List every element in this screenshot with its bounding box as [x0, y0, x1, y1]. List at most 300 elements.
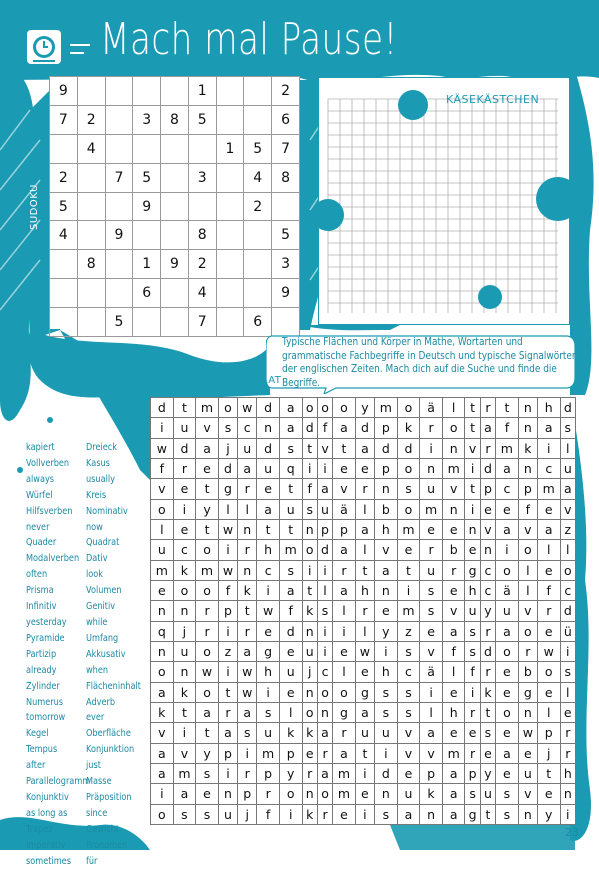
wordsearch-cell[interactable]: r [196, 601, 219, 621]
wordsearch-cell[interactable]: d [218, 458, 237, 478]
wordsearch-cell[interactable]: l [518, 580, 537, 600]
wordsearch-cell[interactable]: k [238, 580, 257, 600]
wordsearch-cell[interactable]: u [302, 641, 317, 661]
wordsearch-cell[interactable]: e [302, 743, 317, 763]
wordsearch-cell[interactable]: i [257, 580, 280, 600]
wordsearch-cell[interactable]: i [218, 662, 237, 682]
wordsearch-cell[interactable]: e [442, 682, 465, 702]
wordsearch-cell[interactable]: n [518, 398, 537, 418]
wordsearch-cell[interactable]: u [173, 641, 196, 661]
wordsearch-cell[interactable]: g [218, 479, 237, 499]
wordsearch-cell[interactable]: r [537, 601, 560, 621]
wordsearch-cell[interactable]: w [355, 641, 374, 661]
wordsearch-cell[interactable]: l [560, 438, 575, 458]
wordsearch-cell[interactable]: s [397, 641, 420, 661]
wordsearch-cell[interactable]: a [151, 743, 174, 763]
wordsearch-cell[interactable]: l [518, 560, 537, 580]
wordsearch-cell[interactable]: v [420, 743, 443, 763]
sudoku-cell[interactable]: 2 [244, 192, 272, 221]
wordsearch-cell[interactable]: t [537, 763, 560, 783]
wordsearch-cell[interactable]: ü [560, 621, 575, 641]
wordsearch-cell[interactable]: e [173, 479, 196, 499]
wordsearch-cell[interactable]: i [257, 682, 280, 702]
wordsearch-cell[interactable]: m [196, 560, 219, 580]
wordsearch-cell[interactable]: i [560, 641, 575, 661]
wordsearch-cell[interactable]: i [173, 723, 196, 743]
wordsearch-cell[interactable]: f [537, 580, 560, 600]
wordsearch-cell[interactable]: a [257, 499, 280, 519]
wordsearch-cell[interactable]: u [375, 723, 398, 743]
sudoku-cell[interactable]: 8 [188, 221, 216, 250]
wordsearch-cell[interactable]: e [537, 499, 560, 519]
wordsearch-cell[interactable]: i [397, 580, 420, 600]
wordsearch-cell[interactable]: m [333, 763, 356, 783]
wordsearch-cell[interactable]: a [442, 621, 465, 641]
wordsearch-cell[interactable]: i [333, 621, 356, 641]
wordsearch-cell[interactable]: k [302, 804, 317, 824]
wordsearch-cell[interactable]: w [518, 723, 537, 743]
wordsearch-cell[interactable]: u [355, 723, 374, 743]
wordsearch-cell[interactable]: l [560, 682, 575, 702]
wordsearch-cell[interactable]: e [355, 458, 374, 478]
wordsearch-cell[interactable]: t [196, 723, 219, 743]
wordsearch-cell[interactable]: i [375, 743, 398, 763]
sudoku-cell[interactable]: 5 [105, 308, 133, 337]
sudoku-cell[interactable] [50, 250, 78, 279]
wordsearch-cell[interactable]: a [355, 519, 374, 539]
wordsearch-cell[interactable]: r [238, 621, 257, 641]
wordsearch-cell[interactable]: e [537, 682, 560, 702]
wordsearch-cell[interactable]: c [560, 580, 575, 600]
wordsearch-cell[interactable]: o [196, 682, 219, 702]
wordsearch-cell[interactable]: t [355, 560, 374, 580]
sudoku-cell[interactable]: 4 [244, 163, 272, 192]
wordsearch-cell[interactable]: a [151, 682, 174, 702]
wordsearch-cell[interactable]: s [257, 702, 280, 722]
sudoku-cell[interactable]: 4 [77, 134, 105, 163]
wordsearch-cell[interactable]: a [279, 418, 302, 438]
wordsearch-cell[interactable]: y [196, 499, 219, 519]
wordsearch-cell[interactable]: o [173, 580, 196, 600]
wordsearch-cell[interactable]: s [496, 804, 519, 824]
wordsearch-cell[interactable]: a [496, 458, 519, 478]
wordsearch-cell[interactable]: a [496, 621, 519, 641]
wordsearch-cell[interactable]: p [375, 458, 398, 478]
sudoku-cell[interactable]: 4 [188, 279, 216, 308]
wordsearch-cell[interactable]: s [465, 784, 480, 804]
wordsearch-cell[interactable]: e [480, 499, 495, 519]
wordsearch-cell[interactable]: q [279, 458, 302, 478]
sudoku-cell[interactable]: 6 [133, 279, 161, 308]
wordsearch-cell[interactable]: r [218, 702, 237, 722]
wordsearch-cell[interactable]: d [257, 398, 280, 418]
wordsearch-cell[interactable]: t [302, 438, 317, 458]
wordsearch-cell[interactable]: i [173, 499, 196, 519]
wordsearch-cell[interactable]: e [333, 804, 356, 824]
wordsearch-cell[interactable]: e [442, 519, 465, 539]
wordsearch-cell[interactable]: a [218, 723, 237, 743]
wordsearch-cell[interactable]: z [397, 621, 420, 641]
sudoku-cell[interactable] [105, 134, 133, 163]
wordsearch-cell[interactable]: e [442, 723, 465, 743]
wordsearch-cell[interactable]: e [496, 682, 519, 702]
wordsearch-cell[interactable]: c [173, 540, 196, 560]
wordsearch-cell[interactable]: o [317, 398, 332, 418]
wordsearch-cell[interactable]: d [302, 418, 317, 438]
wordsearch-cell[interactable]: t [397, 560, 420, 580]
wordsearch-cell[interactable]: p [218, 601, 237, 621]
sudoku-cell[interactable] [133, 134, 161, 163]
wordsearch-cell[interactable]: k [173, 560, 196, 580]
wordsearch-cell[interactable]: e [496, 499, 519, 519]
wordsearch-cell[interactable]: t [196, 519, 219, 539]
sudoku-cell[interactable]: 6 [272, 105, 300, 134]
sudoku-cell[interactable]: 7 [50, 105, 78, 134]
wordsearch-cell[interactable]: p [465, 763, 480, 783]
wordsearch-cell[interactable]: l [333, 662, 356, 682]
wordsearch-cell[interactable]: r [480, 438, 495, 458]
wordsearch-cell[interactable]: o [397, 458, 420, 478]
wordsearch-cell[interactable]: e [333, 641, 356, 661]
wordsearch-cell[interactable]: i [465, 458, 480, 478]
wordsearch-cell[interactable]: v [442, 601, 465, 621]
wordsearch-cell[interactable]: r [480, 662, 495, 682]
wordsearch-cell[interactable]: i [420, 682, 443, 702]
wordsearch-cell[interactable]: d [257, 438, 280, 458]
wordsearch-cell[interactable]: t [333, 438, 356, 458]
wordsearch-cell[interactable]: e [442, 580, 465, 600]
wordsearch-cell[interactable]: a [279, 580, 302, 600]
sudoku-cell[interactable] [50, 308, 78, 337]
wordsearch-cell[interactable]: w [238, 682, 257, 702]
wordsearch-cell[interactable]: m [196, 398, 219, 418]
sudoku-cell[interactable]: 8 [161, 105, 189, 134]
wordsearch-cell[interactable]: s [465, 621, 480, 641]
sudoku-cell[interactable] [161, 221, 189, 250]
wordsearch-cell[interactable]: n [420, 804, 443, 824]
wordsearch-cell[interactable]: f [496, 418, 519, 438]
wordsearch-cell[interactable]: l [238, 499, 257, 519]
wordsearch-cell[interactable]: w [196, 662, 219, 682]
wordsearch-cell[interactable]: u [279, 662, 302, 682]
wordsearch-cell[interactable]: i [317, 621, 332, 641]
wordsearch-cell[interactable]: a [317, 723, 332, 743]
wordsearch-cell[interactable]: a [496, 519, 519, 539]
sudoku-cell[interactable] [105, 250, 133, 279]
wordsearch-cell[interactable]: n [317, 702, 332, 722]
sudoku-cell[interactable]: 8 [77, 250, 105, 279]
wordsearch-cell[interactable]: a [333, 540, 356, 560]
wordsearch-cell[interactable]: h [355, 580, 374, 600]
wordsearch-cell[interactable]: l [442, 398, 465, 418]
sudoku-cell[interactable]: 7 [272, 134, 300, 163]
wordsearch-cell[interactable]: r [420, 540, 443, 560]
wordsearch-cell[interactable]: k [518, 438, 537, 458]
wordsearch-cell[interactable]: e [279, 641, 302, 661]
wordsearch-cell[interactable]: c [397, 662, 420, 682]
wordsearch-cell[interactable]: j [218, 438, 237, 458]
wordsearch-cell[interactable]: w [218, 560, 237, 580]
wordsearch-cell[interactable]: d [397, 438, 420, 458]
sudoku-cell[interactable]: 4 [50, 221, 78, 250]
wordsearch-cell[interactable]: p [375, 418, 398, 438]
wordsearch-cell[interactable]: n [442, 499, 465, 519]
wordsearch-cell[interactable]: i [151, 418, 174, 438]
wordsearch-cell[interactable]: g [465, 804, 480, 824]
wordsearch-cell[interactable]: u [317, 499, 332, 519]
wordsearch-cell[interactable]: n [173, 601, 196, 621]
wordsearch-cell[interactable]: n [465, 519, 480, 539]
wordsearch-cell[interactable]: o [196, 641, 219, 661]
wordsearch-cell[interactable]: j [173, 621, 196, 641]
wordsearch-cell[interactable]: r [196, 621, 219, 641]
wordsearch-cell[interactable]: l [279, 702, 302, 722]
wordsearch-cell[interactable]: i [496, 540, 519, 560]
wordsearch-cell[interactable]: t [279, 519, 302, 539]
wordsearch-cell[interactable]: c [480, 560, 495, 580]
wordsearch-cell[interactable]: u [238, 438, 257, 458]
wordsearch-cell[interactable]: d [560, 398, 575, 418]
wordsearch-cell[interactable]: t [496, 398, 519, 418]
wordsearch-cell[interactable]: h [465, 580, 480, 600]
wordsearch-cell[interactable]: s [302, 499, 317, 519]
wordsearch-cell[interactable]: e [560, 702, 575, 722]
wordsearch-cell[interactable]: v [375, 540, 398, 560]
wordsearch-cell[interactable]: g [333, 702, 356, 722]
wordsearch-cell[interactable]: l [355, 621, 374, 641]
wordsearch-cell[interactable]: u [420, 560, 443, 580]
wordsearch-cell[interactable]: u [465, 601, 480, 621]
wordsearch-cell[interactable]: g [518, 682, 537, 702]
wordsearch-cell[interactable]: z [218, 641, 237, 661]
wordsearch-cell[interactable]: r [420, 418, 443, 438]
wordsearch-cell[interactable]: e [537, 560, 560, 580]
wordsearch-cell[interactable]: r [465, 702, 480, 722]
wordsearch-cell[interactable]: l [218, 499, 237, 519]
wordsearch-cell[interactable]: j [302, 662, 317, 682]
wordsearch-cell[interactable]: g [465, 560, 480, 580]
wordsearch-cell[interactable]: a [355, 702, 374, 722]
sudoku-cell[interactable] [161, 77, 189, 106]
wordsearch-cell[interactable]: a [537, 418, 560, 438]
wordsearch-cell[interactable]: s [279, 560, 302, 580]
wordsearch-cell[interactable]: k [173, 682, 196, 702]
wordsearch-cell[interactable]: a [279, 398, 302, 418]
wordsearch-cell[interactable]: s [480, 723, 495, 743]
wordsearch-cell[interactable]: w [218, 519, 237, 539]
wordsearch-cell[interactable]: e [465, 723, 480, 743]
wordsearch-cell[interactable]: u [397, 784, 420, 804]
wordsearch-cell[interactable]: s [279, 438, 302, 458]
wordsearch-cell[interactable]: y [375, 621, 398, 641]
wordsearch-cell[interactable]: d [480, 641, 495, 661]
wordsearch-cell[interactable]: r [465, 743, 480, 763]
wordsearch-cell[interactable]: k [151, 702, 174, 722]
wordsearch-cell[interactable]: a [480, 418, 495, 438]
wordsearch-cell[interactable]: t [173, 702, 196, 722]
wordsearch-cell[interactable]: s [375, 804, 398, 824]
wordsearch-cell[interactable]: r [333, 560, 356, 580]
sudoku-cell[interactable]: 6 [244, 308, 272, 337]
wordsearch-cell[interactable]: c [496, 479, 519, 499]
wordsearch-cell[interactable]: n [257, 418, 280, 438]
sudoku-cell[interactable] [50, 279, 78, 308]
wordsearch-cell[interactable]: a [537, 519, 560, 539]
wordsearch-cell[interactable]: f [257, 804, 280, 824]
sudoku-cell[interactable] [161, 308, 189, 337]
wordsearch-cell[interactable]: t [480, 804, 495, 824]
wordsearch-cell[interactable]: e [196, 784, 219, 804]
wordsearch-cell[interactable]: a [238, 458, 257, 478]
wordsearch-cell[interactable]: i [465, 682, 480, 702]
wordsearch-cell[interactable]: f [518, 499, 537, 519]
wordsearch-cell[interactable]: i [238, 743, 257, 763]
wordsearch-cell[interactable]: t [465, 418, 480, 438]
wordsearch-cell[interactable]: l [537, 702, 560, 722]
wordsearch-cell[interactable]: e [355, 662, 374, 682]
wordsearch-cell[interactable]: v [317, 438, 332, 458]
sudoku-cell[interactable]: 2 [77, 105, 105, 134]
wordsearch-cell[interactable]: s [218, 418, 237, 438]
wordsearch-cell[interactable]: m [375, 398, 398, 418]
wordsearch-cell[interactable]: e [333, 458, 356, 478]
sudoku-cell[interactable] [272, 192, 300, 221]
wordsearch-cell[interactable]: z [560, 519, 575, 539]
wordsearch-cell[interactable]: y [480, 601, 495, 621]
wordsearch-cell[interactable]: a [333, 580, 356, 600]
wordsearch-cell[interactable]: d [355, 418, 374, 438]
sudoku-cell[interactable] [244, 221, 272, 250]
wordsearch-cell[interactable]: o [151, 499, 174, 519]
wordsearch-cell[interactable]: o [397, 398, 420, 418]
wordsearch-cell[interactable]: r [333, 723, 356, 743]
sudoku-cell[interactable] [188, 192, 216, 221]
wordsearch-cell[interactable]: s [238, 723, 257, 743]
wordsearch-cell[interactable]: e [465, 540, 480, 560]
wordsearch-cell[interactable]: ä [496, 580, 519, 600]
wordsearch-cell[interactable]: b [518, 662, 537, 682]
wordsearch-cell[interactable]: t [465, 398, 480, 418]
wordsearch-cell[interactable]: s [196, 804, 219, 824]
sudoku-cell[interactable] [105, 77, 133, 106]
wordsearch-cell[interactable]: i [420, 438, 443, 458]
sudoku-cell[interactable] [105, 192, 133, 221]
wordsearch-cell[interactable]: l [151, 519, 174, 539]
wordsearch-cell[interactable]: w [257, 601, 280, 621]
wordsearch-cell[interactable]: m [537, 479, 560, 499]
wordsearch-cell[interactable]: u [518, 763, 537, 783]
wordsearch-cell[interactable]: i [375, 641, 398, 661]
sudoku-cell[interactable] [161, 134, 189, 163]
wordsearch-cell[interactable]: v [442, 479, 465, 499]
wordsearch-cell[interactable]: c [238, 418, 257, 438]
wordsearch-cell[interactable]: y [355, 398, 374, 418]
wordsearch-cell[interactable]: r [560, 743, 575, 763]
wordsearch-cell[interactable]: o [302, 540, 317, 560]
wordsearch-cell[interactable]: ä [420, 398, 443, 418]
sudoku-cell[interactable] [50, 134, 78, 163]
wordsearch-cell[interactable]: k [302, 601, 317, 621]
wordsearch-cell[interactable]: e [480, 743, 495, 763]
wordsearch-cell[interactable]: h [375, 662, 398, 682]
wordsearch-cell[interactable]: n [151, 601, 174, 621]
wordsearch-cell[interactable]: f [442, 641, 465, 661]
wordsearch-cell[interactable]: n [375, 784, 398, 804]
wordsearch-cell[interactable]: r [173, 458, 196, 478]
wordsearch-cell[interactable]: m [496, 438, 519, 458]
wordsearch-cell[interactable]: n [173, 662, 196, 682]
sudoku-cell[interactable] [77, 77, 105, 106]
wordsearch-cell[interactable]: r [560, 723, 575, 743]
wordsearch-cell[interactable]: r [442, 560, 465, 580]
wordsearch-cell[interactable]: v [397, 743, 420, 763]
wordsearch-cell[interactable]: d [317, 540, 332, 560]
wordsearch-cell[interactable]: n [518, 702, 537, 722]
sudoku-cell[interactable] [216, 308, 244, 337]
wordsearch-cell[interactable]: s [397, 479, 420, 499]
wordsearch-cell[interactable]: c [480, 580, 495, 600]
wordsearch-cell[interactable]: v [420, 641, 443, 661]
sudoku-cell[interactable] [244, 250, 272, 279]
wordsearch-cell[interactable]: t [279, 479, 302, 499]
wordsearch-cell[interactable]: v [518, 784, 537, 804]
wordsearch-cell[interactable]: v [480, 519, 495, 539]
wordsearch-cell[interactable]: n [420, 458, 443, 478]
wordsearch-cell[interactable]: e [355, 784, 374, 804]
wordsearch-cell[interactable]: i [317, 458, 332, 478]
wordsearch-cell[interactable]: r [238, 763, 257, 783]
sudoku-cell[interactable] [161, 192, 189, 221]
sudoku-cell[interactable]: 2 [50, 163, 78, 192]
wordsearch-cell[interactable]: i [317, 560, 332, 580]
wordsearch-cell[interactable]: i [465, 499, 480, 519]
wordsearch-cell[interactable]: m [279, 540, 302, 560]
wordsearch-cell[interactable]: n [151, 641, 174, 661]
wordsearch-cell[interactable]: r [355, 479, 374, 499]
wordsearch-cell[interactable]: n [238, 560, 257, 580]
wordsearch-cell[interactable]: m [442, 458, 465, 478]
sudoku-cell[interactable]: 5 [244, 134, 272, 163]
wordsearch-cell[interactable]: e [397, 763, 420, 783]
wordsearch-cell[interactable]: n [518, 458, 537, 478]
sudoku-cell[interactable] [105, 279, 133, 308]
sudoku-cell[interactable]: 9 [272, 279, 300, 308]
wordsearch-cell[interactable]: y [196, 743, 219, 763]
wordsearch-cell[interactable]: i [302, 458, 317, 478]
wordsearch-cell[interactable]: h [442, 702, 465, 722]
wordsearch-cell[interactable]: p [518, 479, 537, 499]
wordsearch-cell[interactable]: u [173, 418, 196, 438]
sudoku-cell[interactable]: 2 [188, 250, 216, 279]
sudoku-cell[interactable]: 9 [133, 192, 161, 221]
sudoku-cell[interactable]: 1 [188, 77, 216, 106]
wordsearch-cell[interactable]: l [355, 540, 374, 560]
sudoku-cell[interactable]: 7 [105, 163, 133, 192]
sudoku-cell[interactable] [216, 77, 244, 106]
wordsearch-cell[interactable]: w [537, 641, 560, 661]
wordsearch-cell[interactable]: d [480, 458, 495, 478]
sudoku-cell[interactable]: 3 [133, 105, 161, 134]
wordsearch-cell[interactable]: e [496, 763, 519, 783]
wordsearch-cell[interactable]: o [333, 682, 356, 702]
sudoku-cell[interactable] [161, 279, 189, 308]
wordsearch-cell[interactable]: o [317, 682, 332, 702]
wordsearch-cell[interactable]: v [196, 418, 219, 438]
wordsearch-cell[interactable]: s [420, 601, 443, 621]
wordsearch-cell[interactable]: b [442, 540, 465, 560]
sudoku-cell[interactable] [77, 163, 105, 192]
sudoku-cell[interactable] [77, 192, 105, 221]
